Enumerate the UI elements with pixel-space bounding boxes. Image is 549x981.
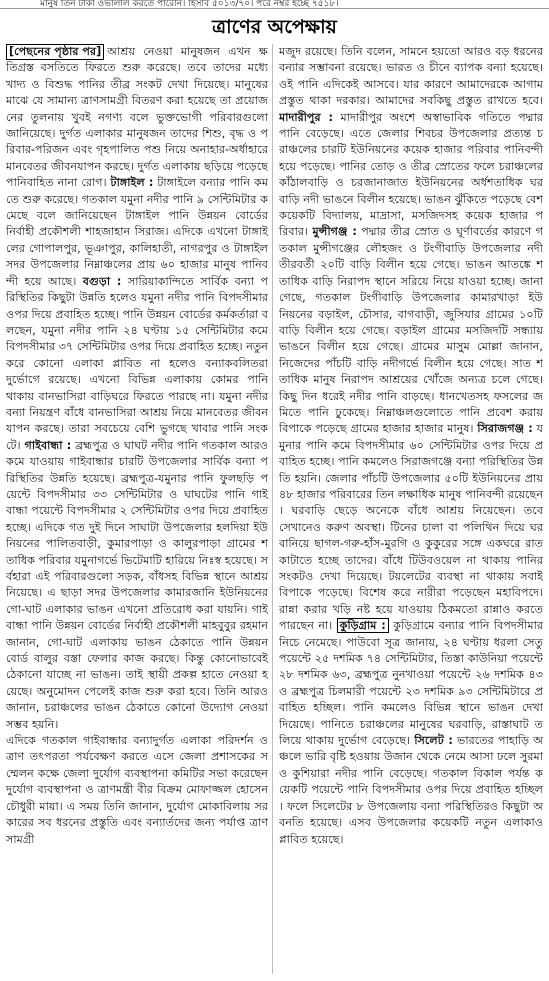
paragraph-text: মাদারীপুর অংশে অস্বাভাবিক গতিতে পদ্মার পানি বেড়েছে। এতে জেলার শিবচর উপজেলার প্রত্যন্ত চরাঞ্চলের চারটি ইউনিয়নের কয়েক হাজার পরিবার পানিবন্দী হয়ে পড়েছে। পানির তোড় ও তীব্র স্রোতের ফলে চরাঞ্চলের কাঁঠালবাড়ি ও চরজানাজাত ইউনিয়নের অর্ধশতাধিক ঘরবাড়ি নদী ভাঙনে বিলীন হয়েছে। ভাঙন ঝুঁকিতে পড়েছে বেশ কয়েকটি বিদ্যালয়, মাদ্রাসা, মসজিদসহ কয়েক হাজার পরিবার। [279,110,543,239]
paragraph-text: সারিয়াকান্দিতে সার্বিক বন্যা পরিস্থিতির কিছুটা উন্নতি হলেও যমুনা নদীর পানি বিপদসীমার ওপর দিয়ে প্রবাহিত হচ্ছে। পানি উন্নয়ন বোর্ডের কর্মকর্তারা বলছেন, যমুনা নদীর পানি ২৪ ঘণ্টায় ১৫ সেন্টিমিটার কমে বিপদসীমার ৩৭ সেন্টিমিটার ওপর দিয়ে প্রবাহিত হচ্ছে। নতুন করে কোনো এলাকা প্লাবিত না হলেও বন্যাকবলিতরা দুর্ভোগে রয়েছে। এখনো বিভিন্ন এলাকায় কোমর পানি থাকায় বানভাসিরা বাড়িঘরে ফিরতে পারছে না। যমুনা নদীর বন্যা নিয়ন্ত্রণ বাঁধে বানভাসিরা আশ্রয় নিয়ে মানবেতর জীবনযাপন করছে। তারা সবচেয়ে বেশি ভুগছে খাবার পানি সংকটে। [6,274,268,452]
place-label: কুড়িগ্রাম : [337,618,389,633]
article-headline: ত্রাণের অপেক্ষায় [212,16,337,38]
paragraph [279,44,543,848]
paragraph-text: পদ্মার তীব্র স্রোত ও ঘূর্ণাবর্তের কারণে গতকাল মুন্সীগঞ্জের লৌহজং ও টংগীবাড়ি উপজেলার নদী তীরবর্তী ২০টি বাড়ি বিলীন হয়ে গেছে। ভাঙন আতঙ্কে শতাধিক বাড়ি নিরাপদ স্থানে সরিয়ে নিয়ে যাওয়া হচ্ছে। জানা গেছে, গতকাল টংগীবাড়ি উপজেলার কামারখাড়া ইউনিয়নের বড়াইল, চৌসার, বাগবাড়ী, জুসিযার গ্রামের ১০টি বাড়ি বিলীন হয়ে গেছে। বড়াইল গ্রামের মসজিদটি সন্ধ্যায় ভাঙনে বিলীন হয়ে গেছে। গ্রামের মাসুম মোল্লা জানান, নিজেদের পাঁচটি বাড়ি নদীগর্ভে বিলীন হয়ে গেছে। সাত শতাধিক মানুষ নিরাপদ আশ্রয়ের খোঁজে অন্যত্র চলে গেছে। কিছু দিন ধরেই নদীর পানি বাড়ছে। ধানখেতসহ ফসলের জমিতে পানি ঢুকেছে। নিম্নাঞ্চলগুলোতে পানি প্রবেশ করায় বিপাকে পড়েছে গ্রামের হাজার হাজার মানুষ। [279,225,543,436]
continuation-kicker: [পেছনের পৃষ্ঠার পর] [6,44,104,60]
place-label: বগুড়া : [82,274,122,288]
paragraph-text: টাঙ্গাইলে বন্যার পানি কমতে শুরু করেছে। গতকাল যমুনা নদীর পানি ৯ সেন্টিমিটার কমেছে বলে জানিয়েছেন টাঙ্গাইল পানি উন্নয়ন বোর্ডের নির্বাহী প্রকৌশলী শাহজাহান সিরাজ। এদিকে এখনো টাঙ্গাইলের গোপালপুর, ভূঞাপুর, কালিহাতী, নাগরপুর ও টাঙ্গাইল সদর উপজেলার নিম্নাঞ্চলের প্রায় ৬০ হাজার মানুষ পানিবন্দী হয়ে আছে। [6,176,268,288]
paragraph-text: আশ্রয় নেওয়া মানুষজন এখন ক্ষতিগ্রস্ত বসতিতে ফিরতে শুরু করেছে। তবে তাদের মধ্যে খাদ্য ও বিশুদ্ধ পানির তীব্র সংকট দেখা দিয়েছে। মানুষের মাঝে যে সামান্য ত্রাণসামগ্রী বিতরণ করা হয়েছে তা প্রয়োজনের তুলনায় খুবই নগণ্য বলে ভুক্তভোগী পরিবারগুলো জানিয়েছে। দুর্গত এলাকার মানুষজন তাদের শিশু, বৃদ্ধ ও পরিবার-পরিজন এবং গৃহপালিত পশু নিয়ে অনাহার-অর্ধাহারে মানবেতর জীবনযাপন করছে। দুর্গত এলাকায় ছড়িয়ে পড়েছে পানিবাহিত নানা রোগ। [6,45,268,190]
place-label: টাঙ্গাইল : [110,176,154,190]
place-label: সিরাজগঞ্জ : [477,422,533,436]
article-column-left [6,44,268,976]
place-label: মাদারীপুর : [279,110,333,124]
paragraph [6,733,268,848]
place-label: গাইবান্ধা : [24,438,72,452]
paragraph-text: মজুদ রয়েছে। তিনি বলেন, সামনে হয়তো আরও বড় ধরনের বন্যার সম্ভাবনা রয়েছে। ভারত ও চীনে ব্যাপক বন্যা হয়েছে। ওই পানি এদিকেই আসবে। যার কারণে আমাদেরকে আগাম প্রস্তুত থাকা দরকার। আমাদের সবকিছু প্রস্তুত রাখতে হবে। [279,45,543,108]
paragraph-text: কুড়িগ্রামে বন্যার পানি বিপদসীমার নিচে নেমেছে। পাউবো সূত্র জানায়, ২৪ ঘণ্টায় ধরলা সেতু পয়েন্টে ২৫ দশমিক ৭৪ সেন্টিমিটার, তিস্তা কাউনিয়া পয়েন্টে ২৮ দশমিক ৬৩, ব্রহ্মপুত্র নুনখাওয়া পয়েন্টে ২৬ দশমিক ৪৩ ও ব্রহ্মপুত্র চিলমারী পয়েন্টে ২৩ দশমিক ৯৩ সেন্টিমিটারে প্রবাহিত হচ্ছিল। পানি কমলেও বিভিন্ন স্থানে ভাঙন দেখা দিয়েছে। পানিতে চরাঞ্চলের মানুষের ঘরবাড়ি, রাস্তাঘাট তলিয়ে থাকায় দুর্ভোগ বেড়েছে। [279,619,543,748]
paragraph-text: যমুনার পানি কমে বিপদসীমার ৬০ সেন্টিমিটার ওপর দিয়ে প্রবাহিত হচ্ছে। পানি কমলেও সিরাজগঞ্জে বন্যা পরিস্থিতির উন্নতি হয়নি। জেলার পাঁচটি উপজেলার ৫০টি ইউনিয়নের প্রায় ৪৮ হাজার পরিবারের তিন লক্ষাধিক মানুষ পানিবন্দী রয়েছেন। ঘরবাড়ি ছেড়ে অনেকে বাঁধে আশ্রয় নিয়েছেন। তবে সেখানেও করুণ অবস্থা। টিনের চালা বা পলিথিন দিয়ে ঘর বানিয়ে ছাগল-গরু-হাঁস-মুরগি ও কুকুরের সঙ্গে একঘরে রাত কাটাতে হচ্ছে তাদের। বাঁধে টিউবওয়েল না থাকায় পানির সংকটও দেখা দিয়েছে। টয়লেটের ব্যবস্থা না থাকায় সবাই বিপাকে পড়েছে। বিশেষ করে নারীরা পড়েছেন মহাবিপদে। রান্না করার খড়ি নষ্ট হয়ে যাওয়ায় ঠিকমতো রান্নাও করতে পারছেন না। [279,422,543,633]
paragraph [6,44,268,733]
paragraph-text: ভারতের পাহাড়ি অঞ্চলে ভারি বৃষ্টি হওয়ায় উজান থেকে নেমে আসা ঢলে সুরমা ও কুশিয়ারা নদীর পানি বেড়েছে। গতকাল বিকাল পর্যন্ত কয়েকটি পয়েন্টে পানি বিপদসীমার ওপর দিয়ে প্রবাহিত হচ্ছিল। ফলে সিলেটের ৮ উপজেলায় বন্যা পরিস্থিতিরও কিছুটা অবনতি হয়েছে। এসব উপজেলার কয়েকটি নতুন এলাকাও প্লাবিত হয়েছে। [279,734,543,846]
place-label: সিলেট : [414,734,453,748]
article-column-right [279,44,543,976]
paragraph-text: এদিকে গতকাল গাইবান্ধার বন্যাদুর্গত এলাকা পরিদর্শন ও ত্রাণ তৎপরতা পর্যবেক্ষণ করতে এসে জেলা প্রশাসকের সম্মেলন কক্ষে জেলা দুর্যোগ ব্যবস্থাপনা কমিটির সভা করেছেন দুর্যোগ ব্যবস্থাপনা ও ত্রাণমন্ত্রী বীর বিক্রম মোফাজ্জল হোসেন চৌধুরী মায়া। এ সময় তিনি জানান, দুর্যোগ মোকাবিলায় সরকারের সব ধরনের প্রস্তুতি এবং বন্যার্তদের জন্য পর্যাপ্ত ত্রাণসামগ্রী [6,734,268,846]
column-divider [272,44,273,974]
paragraph-text: ব্রহ্মপুত্র ও ঘাঘট নদীর পানি গতকাল আরও কমে যাওয়ায় গাইবান্ধার চারটি উপজেলার সার্বিক বন্যা পরিস্থিতির উন্নতি হয়েছে। ব্রহ্মপুত্র-যমুনার পানি ফুলছড়ি পয়েন্টে বিপদসীমার ৩৩ সেন্টিমিটার ও ঘাঘটের পানি গাইবান্ধা পয়েন্টে বিপদসীমার ২ সেন্টিমিটার ওপর দিয়ে প্রবাহিত হচ্ছে। এদিকে গত দুই দিনে সাঘাটা উপজেলার হলদিয়া ইউনিয়নের পালিতবাড়ী, কুমারপাড়া ও কালুরপাড়া গ্রামের শতাধিক পরিবার যমুনাগর্ভে ভিটেমাটি হারিয়ে নিঃস্ব হয়েছে। সর্বহারা এই পরিবারগুলো সড়ক, বাঁধসহ বিভিন্ন স্থানে আশ্রয় নিয়েছে। এ ছাড়া সদর উপজেলার কামারজানি ইউনিয়নের গো-ঘাট এলাকার ভাঙন এখনো প্রতিরোধ করা যায়নি। গাইবান্ধা পানি উন্নয়ন বোর্ডের নির্বাহী প্রকৌশলী মাহবুবুর রহমান জানান, গো-ঘাট এলাকায় ভাঙন ঠেকাতে পানি উন্নয়ন বোর্ড বালুর বস্তা ফেলার কাজ করছে। কিন্তু কোনোভাবেই ঠেকানো যাচ্ছে না ভাঙন। তাই স্থায়ী প্রকল্প হাতে নেওয়া হয়েছে। অনুমোদন পেলেই কাজ শুরু করা হবে। তিনি আরও জানান, চরাঞ্চলের ভাঙন ঠেকাতে কোনো উদ্যোগ নেওয়া সম্ভব হয়নি। [6,438,268,731]
place-label: মুন্সীগঞ্জ : [312,225,357,239]
previous-article-tail: মানুষ তিন টাকা ওভালাল করতে পারেনি। হিসাব ৫০১৩/৭০। পরে নম্বর হচ্ছে ৭৫১৮। [0,0,549,9]
